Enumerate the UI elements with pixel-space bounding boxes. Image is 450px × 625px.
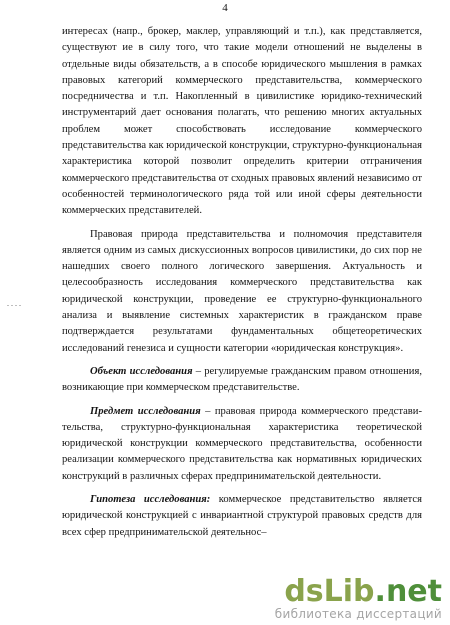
page-number: 4 (222, 2, 228, 14)
object-heading: Объект исследования (90, 365, 193, 377)
document-body (62, 24, 422, 541)
watermark-logo-accent: .net (374, 574, 442, 609)
margin-marks: . . . . (7, 299, 21, 308)
paragraph-relevance: Правовая природа представительства и полномочия представителя является одним из самых дискуссионных вопросов цивилистики, до сих пор не нашедших своего полного логического завершения. Актуальность и целесообразность исследования коммерческого представительства как юридической конструкции, проведение ее структурно-функционального анализа и выявление системных характеристик в гражданском праве подтверждается результатами фундаментальных общетеоретических исследований генезиса и сущности категории «юридическая конструкция». (62, 228, 422, 354)
hypothesis-heading: Гипотеза исследования: (90, 494, 211, 506)
subject-text: – правовая природа коммерческого представи-тельства, структурно-функциональная характеристика теоретической юридической конструкции коммерческого представительства, особенности реализации коммерческого представительства как нормативных юридических конструкций в различных сферах предпринимательской деятельности. (62, 405, 423, 482)
paragraph-object (62, 364, 422, 397)
watermark-subtitle: библиотека диссертаций (274, 607, 442, 621)
paragraph-hypothesis (62, 492, 422, 541)
watermark (274, 574, 442, 621)
subject-heading: Предмет исследования (90, 405, 201, 417)
watermark-logo-main: dsLib (284, 574, 375, 609)
object-text: – регулируемые гражданским правом отношения, возникающие при коммерческом представительстве. (62, 365, 422, 394)
paragraph-intro: интересах (напр., брокер, маклер, управляющий и т.п.), как представляется, существуют ие в силу того, что такие модели отношений не выделены в отдельные виды обязательств, а в способе юридического мышления в рамках правовых категорий коммерческого представительства, коммерческого посредничества и т.п. Накопленный в цивилистике юридико-технический инструментарий дает основания полагать, что решению многих актуальных проблем может способствовать исследование коммерческого представительства как юридической конструкции, структурно-функциональная характеристика которой позволит определить критерии отграничения коммерческого представительства от сходных правовых явлений независимо от особенностей терминологического ряда той или иной сферы деятельности коммерческих представителей. (62, 26, 423, 217)
watermark-logo (275, 574, 442, 609)
hypothesis-text: коммерческое представительство является юридической конструкцией с инвариантной структурой правовых средств для всех сфер предпринимательской деятельнос– (62, 494, 422, 538)
paragraph-subject (62, 404, 422, 485)
